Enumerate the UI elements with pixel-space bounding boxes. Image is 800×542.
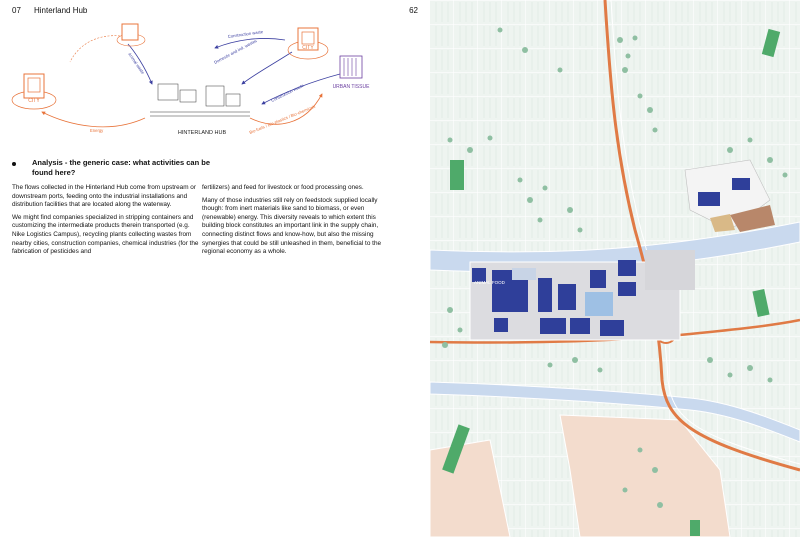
top-link-arc	[70, 36, 120, 62]
chapter-title: Hinterland Hub	[34, 6, 88, 15]
city-right-label: CITY	[302, 45, 314, 51]
hub-label: HINTERLAND HUB	[177, 130, 227, 136]
city-topleft-block	[117, 24, 145, 46]
section-heading	[12, 158, 232, 178]
city-left-block	[12, 74, 56, 109]
biofuels-label: Bio-fuels / Bio-plastics / Bio-chemicals	[248, 103, 316, 135]
domestic-wastes-label: Domestic and ind. wastes	[213, 38, 258, 65]
animal-waste-label: Animal waste	[127, 51, 146, 75]
bullet-icon	[12, 162, 16, 166]
chapter-number: 07	[12, 6, 21, 15]
city-right-block	[288, 28, 328, 59]
page-number: 62	[409, 6, 418, 15]
urban-tissue-label: URBAN TISSUE	[332, 84, 370, 90]
industrial-grey-lot	[645, 250, 695, 290]
city-left-label: CITY	[28, 98, 40, 104]
body-paragraph: The flows collected in the Hinterland Hub come from upstream or downstream ports, feeding onto the industrial installations and distribution facilities that are located along the waterway.	[12, 184, 196, 209]
warehouse-light-2	[512, 268, 536, 280]
animal-food-label: ANIMAL FOOD	[474, 280, 505, 285]
construction-waste-mid-label: Construction waste	[270, 82, 305, 103]
energy-arc	[42, 112, 145, 127]
body-paragraph: Many of those industries still rely on feedstock supplied locally though: from inert materials like sand to biomass, or even (renewable) energy. This diversity reveals to which extent this building block constitutes an important link in the supply chain, connecting distinct flows and know-how, but also the missing synergies that could be still unleashed in them, beneficial to the regional economy as a whole.	[202, 196, 382, 256]
body-column-right	[202, 184, 392, 261]
construction-waste-top-label: Construction waste	[227, 29, 264, 39]
map-page	[430, 0, 800, 537]
page-header	[12, 6, 418, 18]
domestic-wastes-arc	[242, 52, 292, 84]
urban-tissue-block	[333, 56, 371, 90]
section-heading-text: Analysis - the generic case: what activities can be found here?	[32, 158, 210, 177]
body-column-left	[12, 184, 202, 261]
body-paragraph: We might find companies specialized in stripping containers and customizing the intermediate products therein transported (e.g. Nike Logistics Campus), recycling plants collecting wastes from nearby cities, construction companies, chemical industries (for the fabrication of pesticides and	[12, 213, 199, 256]
body-paragraph: fertilizers) and feed for livestock or food processing ones.	[202, 184, 364, 191]
warehouse-light	[585, 292, 613, 316]
flow-diagram	[10, 22, 370, 150]
hub-sketch	[150, 84, 250, 116]
site-map	[430, 0, 800, 537]
energy-label: Energy	[90, 128, 104, 133]
